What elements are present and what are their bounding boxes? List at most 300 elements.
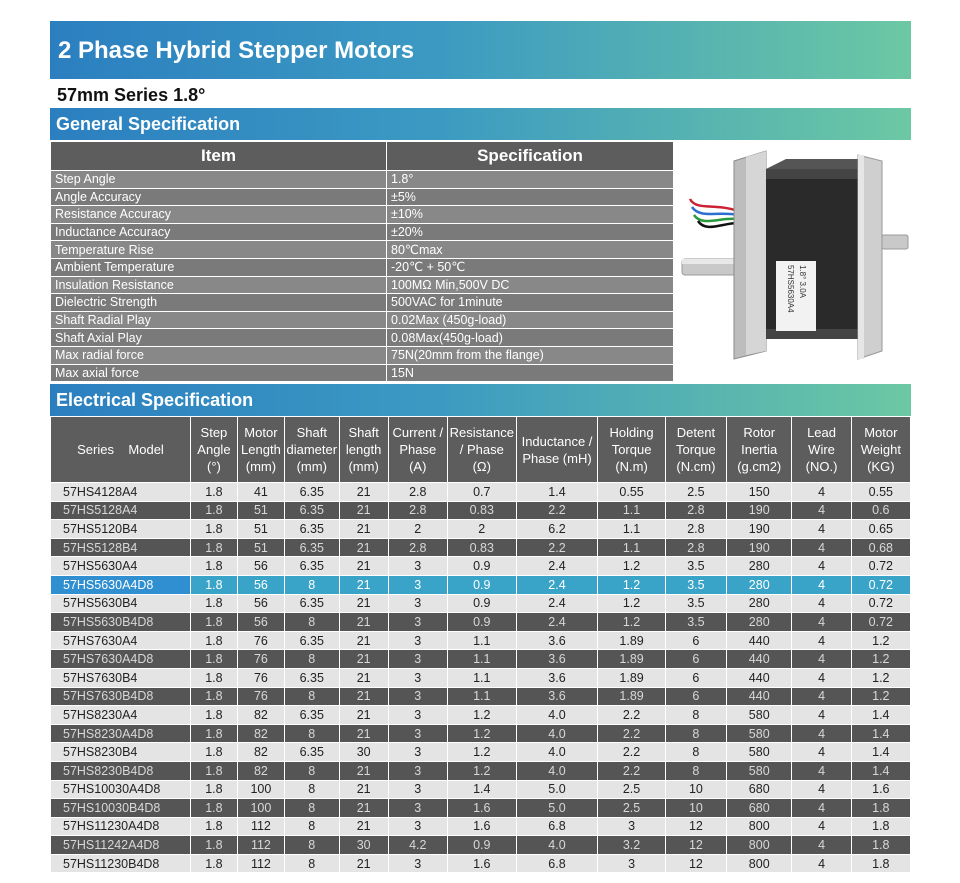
model-value: 3 — [388, 854, 447, 873]
model-value: 51 — [237, 501, 284, 520]
model-value: 800 — [727, 836, 792, 855]
spec-row — [51, 311, 674, 329]
model-value: 1.4 — [851, 724, 910, 743]
model-name: 57HS5128B4 — [51, 538, 191, 557]
model-value: 580 — [727, 761, 792, 780]
model-value: 4.0 — [516, 761, 598, 780]
model-value: 4 — [792, 557, 851, 576]
model-value: 1.2 — [447, 761, 516, 780]
model-value: 3 — [598, 854, 665, 873]
model-name: 57HS5630B4D8 — [51, 613, 191, 632]
model-value: 3 — [388, 668, 447, 687]
model-value: 4 — [792, 854, 851, 873]
model-value: 30 — [339, 743, 388, 762]
spec-item: Inductance Accuracy — [51, 223, 387, 241]
model-value: 1.8 — [851, 836, 910, 855]
model-value: 5.0 — [516, 780, 598, 799]
model-name: 57HS11242A4D8 — [51, 836, 191, 855]
col-header: Detent Torque (N.cm) — [665, 417, 726, 483]
model-value: 0.9 — [447, 575, 516, 594]
model-value: 1.8 — [190, 538, 237, 557]
model-value: 280 — [727, 575, 792, 594]
spec-row — [51, 276, 674, 294]
model-value: 6 — [665, 668, 726, 687]
model-row — [51, 761, 911, 780]
spec-value: 0.02Max (450g-load) — [387, 311, 674, 329]
model-value: 2.8 — [665, 501, 726, 520]
model-value: 580 — [727, 724, 792, 743]
model-value: 2.5 — [598, 780, 665, 799]
model-value: 6.35 — [284, 594, 339, 613]
model-value: 56 — [237, 594, 284, 613]
model-value: 1.8 — [190, 501, 237, 520]
model-value: 2.2 — [598, 761, 665, 780]
electrical-spec-header — [50, 384, 911, 416]
stepper-motor-image — [676, 141, 911, 381]
model-value: 280 — [727, 594, 792, 613]
model-value: 1.2 — [851, 687, 910, 706]
model-value: 8 — [284, 687, 339, 706]
model-name: 57HS8230B4D8 — [51, 761, 191, 780]
model-value: 6.35 — [284, 520, 339, 539]
model-value: 3.5 — [665, 613, 726, 632]
model-value: 82 — [237, 706, 284, 725]
model-value: 1.1 — [598, 501, 665, 520]
model-value: 51 — [237, 520, 284, 539]
model-value: 190 — [727, 520, 792, 539]
spec-value: 75N(20mm from the flange) — [387, 346, 674, 364]
model-value: 100 — [237, 780, 284, 799]
spec-item: Shaft Axial Play — [51, 329, 387, 347]
model-value: 3 — [388, 557, 447, 576]
model-value: 1.2 — [851, 650, 910, 669]
model-row — [51, 706, 911, 725]
spec-value: 100MΩ Min,500V DC — [387, 276, 674, 294]
model-value: 8 — [665, 724, 726, 743]
model-value: 2.8 — [388, 538, 447, 557]
model-value: 21 — [339, 594, 388, 613]
model-value: 12 — [665, 854, 726, 873]
model-value: 6.35 — [284, 501, 339, 520]
spec-row — [51, 241, 674, 259]
model-value: 1.6 — [447, 799, 516, 818]
model-value: 6.8 — [516, 854, 598, 873]
spec-item: Angle Accuracy — [51, 188, 387, 206]
model-row — [51, 780, 911, 799]
model-value: 21 — [339, 817, 388, 836]
model-value: 21 — [339, 668, 388, 687]
spec-item: Shaft Radial Play — [51, 311, 387, 329]
model-value: 0.7 — [447, 483, 516, 502]
spec-value: 0.08Max(450g-load) — [387, 329, 674, 347]
model-value: 1.2 — [447, 724, 516, 743]
model-value: 6.35 — [284, 483, 339, 502]
model-value: 21 — [339, 706, 388, 725]
model-value: 8 — [284, 761, 339, 780]
model-value: 3 — [388, 594, 447, 613]
model-value: 4 — [792, 650, 851, 669]
model-value: 2.8 — [388, 501, 447, 520]
model-value: 3 — [388, 575, 447, 594]
model-value: 0.72 — [851, 557, 910, 576]
model-row — [51, 650, 911, 669]
col-header: Lead Wire (NO.) — [792, 417, 851, 483]
model-value: 2.5 — [598, 799, 665, 818]
model-value: 1.4 — [851, 761, 910, 780]
model-value: 3 — [388, 817, 447, 836]
model-value: 82 — [237, 743, 284, 762]
spec-value: 80℃max — [387, 241, 674, 259]
model-value: 3 — [388, 706, 447, 725]
model-value: 1.8 — [851, 854, 910, 873]
model-value: 1.2 — [598, 613, 665, 632]
model-name: 57HS7630A4 — [51, 631, 191, 650]
electrical-spec-title: Electrical Specification — [56, 390, 254, 410]
model-value: 4 — [792, 501, 851, 520]
model-value: 280 — [727, 557, 792, 576]
model-name: 57HS5120B4 — [51, 520, 191, 539]
model-value: 112 — [237, 817, 284, 836]
col-header-item: Item — [51, 142, 387, 171]
model-value: 6.35 — [284, 631, 339, 650]
spec-row — [51, 188, 674, 206]
col-header: Series Model — [51, 417, 191, 483]
model-row — [51, 538, 911, 557]
model-value: 1.8 — [851, 817, 910, 836]
model-value: 4.0 — [516, 836, 598, 855]
col-header: Motor Weight (KG) — [851, 417, 910, 483]
model-value: 580 — [727, 706, 792, 725]
spec-item: Max radial force — [51, 346, 387, 364]
spec-row — [51, 294, 674, 312]
model-value: 4 — [792, 706, 851, 725]
model-value: 21 — [339, 724, 388, 743]
model-value: 1.6 — [851, 780, 910, 799]
model-value: 2.2 — [598, 743, 665, 762]
model-value: 21 — [339, 483, 388, 502]
model-value: 3 — [388, 613, 447, 632]
model-value: 4 — [792, 687, 851, 706]
col-header: Inductance / Phase (mH) — [516, 417, 598, 483]
model-value: 0.55 — [598, 483, 665, 502]
model-value: 4 — [792, 631, 851, 650]
model-value: 1.2 — [598, 557, 665, 576]
model-value: 4 — [792, 594, 851, 613]
model-value: 1.8 — [190, 687, 237, 706]
spec-value: 15N — [387, 364, 674, 382]
model-value: 4 — [792, 613, 851, 632]
model-value: 440 — [727, 668, 792, 687]
model-value: 8 — [284, 613, 339, 632]
model-value: 6.2 — [516, 520, 598, 539]
model-name: 57HS5630A4D8 — [51, 575, 191, 594]
model-value: 6.35 — [284, 668, 339, 687]
model-value: 2.4 — [516, 557, 598, 576]
model-value: 1.8 — [190, 668, 237, 687]
model-value: 3.6 — [516, 650, 598, 669]
col-header-specification: Specification — [387, 142, 674, 171]
spec-item: Insulation Resistance — [51, 276, 387, 294]
model-value: 4 — [792, 483, 851, 502]
model-row — [51, 817, 911, 836]
model-value: 1.2 — [598, 594, 665, 613]
model-value: 21 — [339, 520, 388, 539]
model-value: 1.4 — [447, 780, 516, 799]
model-value: 1.8 — [851, 799, 910, 818]
model-name: 57HS8230A4D8 — [51, 724, 191, 743]
model-value: 2.2 — [598, 724, 665, 743]
model-name: 57HS11230A4D8 — [51, 817, 191, 836]
model-value: 8 — [665, 743, 726, 762]
model-value: 1.89 — [598, 687, 665, 706]
model-value: 21 — [339, 501, 388, 520]
model-value: 280 — [727, 613, 792, 632]
model-value: 4.2 — [388, 836, 447, 855]
model-value: 4 — [792, 799, 851, 818]
model-value: 1.8 — [190, 631, 237, 650]
model-value: 3 — [388, 631, 447, 650]
spec-item: Dielectric Strength — [51, 294, 387, 312]
motor-label-line-1: 57HS5630A4 — [786, 265, 795, 313]
model-value: 76 — [237, 631, 284, 650]
model-name: 57HS8230B4 — [51, 743, 191, 762]
model-value: 21 — [339, 799, 388, 818]
model-row — [51, 483, 911, 502]
model-value: 800 — [727, 854, 792, 873]
model-value: 4 — [792, 724, 851, 743]
model-row — [51, 687, 911, 706]
model-value: 4.0 — [516, 724, 598, 743]
model-value: 1.8 — [190, 613, 237, 632]
model-value: 2.4 — [516, 613, 598, 632]
model-value: 76 — [237, 650, 284, 669]
model-value: 2.8 — [665, 538, 726, 557]
model-value: 440 — [727, 650, 792, 669]
model-value: 21 — [339, 575, 388, 594]
model-value: 1.6 — [447, 854, 516, 873]
model-value: 10 — [665, 799, 726, 818]
spec-value: -20℃ + 50℃ — [387, 258, 674, 276]
model-row — [51, 501, 911, 520]
model-row — [51, 854, 911, 873]
model-value: 8 — [284, 780, 339, 799]
model-value: 680 — [727, 780, 792, 799]
model-name: 57HS5630A4 — [51, 557, 191, 576]
model-value: 2.2 — [598, 706, 665, 725]
model-value: 5.0 — [516, 799, 598, 818]
model-value: 6.35 — [284, 743, 339, 762]
general-spec-table — [50, 141, 674, 382]
model-value: 1.2 — [447, 706, 516, 725]
model-value: 100 — [237, 799, 284, 818]
model-value: 680 — [727, 799, 792, 818]
model-name: 57HS7630B4D8 — [51, 687, 191, 706]
model-value: 1.89 — [598, 631, 665, 650]
model-value: 4 — [792, 668, 851, 687]
model-value: 0.83 — [447, 538, 516, 557]
spec-row — [51, 171, 674, 189]
model-value: 8 — [284, 575, 339, 594]
model-value: 0.72 — [851, 613, 910, 632]
model-value: 440 — [727, 631, 792, 650]
model-value: 1.8 — [190, 836, 237, 855]
model-value: 1.1 — [447, 687, 516, 706]
model-value: 112 — [237, 836, 284, 855]
model-value: 4.0 — [516, 706, 598, 725]
model-value: 2.8 — [665, 520, 726, 539]
col-header: Rotor Inertia (g.cm2) — [727, 417, 792, 483]
model-value: 0.83 — [447, 501, 516, 520]
model-value: 12 — [665, 817, 726, 836]
spec-item: Temperature Rise — [51, 241, 387, 259]
model-value: 3.6 — [516, 668, 598, 687]
model-name: 57HS4128A4 — [51, 483, 191, 502]
model-value: 3.5 — [665, 594, 726, 613]
model-value: 1.8 — [190, 650, 237, 669]
spec-row — [51, 329, 674, 347]
spec-row — [51, 206, 674, 224]
model-row — [51, 557, 911, 576]
model-value: 3 — [388, 650, 447, 669]
model-value: 0.9 — [447, 557, 516, 576]
model-value: 800 — [727, 817, 792, 836]
model-value: 3.6 — [516, 631, 598, 650]
model-value: 1.8 — [190, 557, 237, 576]
model-value: 0.6 — [851, 501, 910, 520]
model-value: 21 — [339, 613, 388, 632]
spec-value: 500VAC for 1minute — [387, 294, 674, 312]
model-value: 82 — [237, 761, 284, 780]
model-name: 57HS7630A4D8 — [51, 650, 191, 669]
model-value: 21 — [339, 538, 388, 557]
model-value: 6.35 — [284, 557, 339, 576]
model-value: 10 — [665, 780, 726, 799]
model-value: 1.8 — [190, 817, 237, 836]
model-value: 2.4 — [516, 594, 598, 613]
spec-row — [51, 364, 674, 382]
model-row — [51, 631, 911, 650]
model-row — [51, 799, 911, 818]
model-value: 0.9 — [447, 594, 516, 613]
model-value: 4 — [792, 538, 851, 557]
model-value: 0.72 — [851, 575, 910, 594]
model-row — [51, 613, 911, 632]
spec-value: ±10% — [387, 206, 674, 224]
model-value: 12 — [665, 836, 726, 855]
model-value: 190 — [727, 538, 792, 557]
model-value: 4 — [792, 780, 851, 799]
electrical-spec-table — [50, 416, 911, 873]
model-value: 6 — [665, 650, 726, 669]
model-value: 4 — [792, 836, 851, 855]
model-value: 1.89 — [598, 668, 665, 687]
title-banner — [50, 21, 911, 79]
model-name: 57HS8230A4 — [51, 706, 191, 725]
model-value: 2.5 — [665, 483, 726, 502]
model-value: 4 — [792, 575, 851, 594]
model-name: 57HS11230B4D8 — [51, 854, 191, 873]
model-row — [51, 836, 911, 855]
model-value: 1.8 — [190, 483, 237, 502]
model-value: 1.2 — [851, 631, 910, 650]
model-value: 21 — [339, 854, 388, 873]
model-name: 57HS5128A4 — [51, 501, 191, 520]
motor-label-line-2: 1.8° 3.0A — [798, 265, 807, 298]
model-value: 4 — [792, 761, 851, 780]
col-header: Holding Torque (N.m) — [598, 417, 665, 483]
model-value: 3 — [388, 687, 447, 706]
model-value: 1.8 — [190, 799, 237, 818]
model-value: 150 — [727, 483, 792, 502]
model-value: 8 — [665, 706, 726, 725]
col-header: Motor Length (mm) — [237, 417, 284, 483]
model-name: 57HS10030B4D8 — [51, 799, 191, 818]
model-value: 1.8 — [190, 520, 237, 539]
model-value: 21 — [339, 761, 388, 780]
model-value: 1.4 — [516, 483, 598, 502]
model-value: 8 — [284, 650, 339, 669]
spec-row — [51, 258, 674, 276]
model-value: 21 — [339, 631, 388, 650]
model-value: 8 — [284, 724, 339, 743]
model-value: 3.2 — [598, 836, 665, 855]
model-value: 6.35 — [284, 538, 339, 557]
series-title: 57mm Series 1.8° — [57, 85, 206, 105]
spec-item: Resistance Accuracy — [51, 206, 387, 224]
model-value: 3 — [388, 761, 447, 780]
model-value: 56 — [237, 575, 284, 594]
model-value: 21 — [339, 650, 388, 669]
model-value: 1.8 — [190, 780, 237, 799]
model-value: 1.4 — [851, 743, 910, 762]
model-value: 8 — [284, 817, 339, 836]
model-value: 1.1 — [598, 538, 665, 557]
model-value: 8 — [284, 836, 339, 855]
col-header: Current / Phase (A) — [388, 417, 447, 483]
col-header: Shaft length (mm) — [339, 417, 388, 483]
model-value: 440 — [727, 687, 792, 706]
model-value: 3 — [388, 724, 447, 743]
model-row — [51, 520, 911, 539]
model-value: 1.8 — [190, 575, 237, 594]
model-value: 1.8 — [190, 761, 237, 780]
model-value: 8 — [284, 799, 339, 818]
model-value: 1.1 — [447, 650, 516, 669]
model-value: 3 — [388, 743, 447, 762]
model-name: 57HS5630B4 — [51, 594, 191, 613]
model-value: 4 — [792, 520, 851, 539]
model-value: 56 — [237, 557, 284, 576]
model-value: 21 — [339, 557, 388, 576]
model-value: 2 — [388, 520, 447, 539]
model-row — [51, 668, 911, 687]
model-value: 1.4 — [851, 706, 910, 725]
model-value: 2.4 — [516, 575, 598, 594]
model-value: 1.1 — [447, 631, 516, 650]
model-name: 57HS7630B4 — [51, 668, 191, 687]
model-value: 3.5 — [665, 575, 726, 594]
model-value: 8 — [284, 854, 339, 873]
col-header: Shaft diameter (mm) — [284, 417, 339, 483]
model-row — [51, 743, 911, 762]
spec-value: 1.8° — [387, 171, 674, 189]
general-spec-title: General Specification — [56, 114, 241, 134]
model-value: 1.2 — [851, 668, 910, 687]
model-value: 1.2 — [447, 743, 516, 762]
model-value: 1.1 — [598, 520, 665, 539]
model-row — [51, 724, 911, 743]
model-value: 6.35 — [284, 706, 339, 725]
